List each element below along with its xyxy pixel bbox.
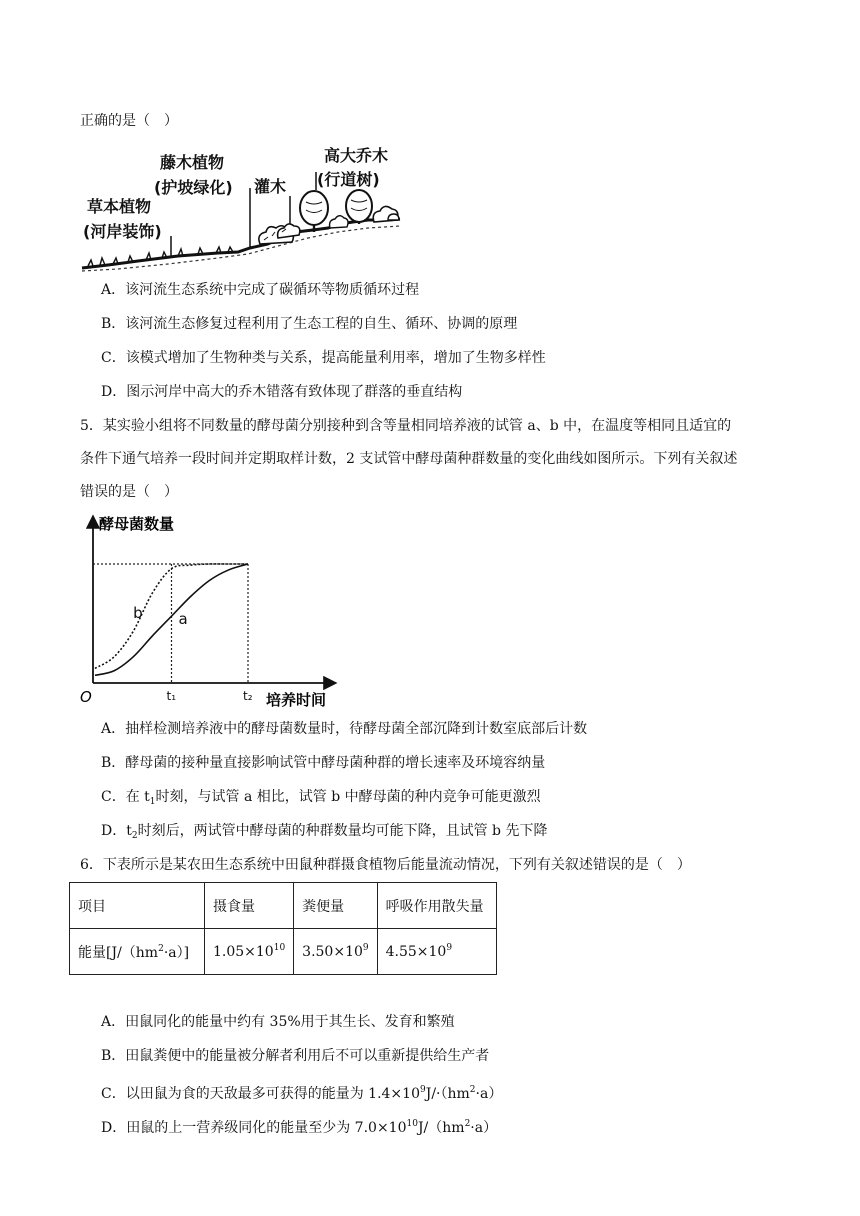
q6-option-b: B．田鼠粪便中的能量被分解者利用后不可以重新提供给生产者 bbox=[101, 1048, 490, 1064]
energy-table bbox=[69, 882, 497, 975]
table-row bbox=[70, 929, 497, 975]
series-label-a: a bbox=[178, 610, 188, 629]
q5-option-b: B．酵母菌的接种量直接影响试管中酵母菌种群的增长速率及环境容纳量 bbox=[101, 755, 546, 771]
table-cell-respiration: $4.55\times 10^9$ bbox=[377, 929, 496, 975]
y-axis-label: 酵母菌数量 bbox=[99, 515, 175, 533]
q5-option-c: C．在 $t_1$时刻，与试管 a 相比，试管 b 中酵母菌的种内竞争可能更激烈 bbox=[101, 789, 541, 807]
vine-note: (护坡绿化) bbox=[154, 178, 233, 197]
q4-option-c: C．该模式增加了生物种类与关系，提高能量利用率，增加了生物多样性 bbox=[101, 350, 546, 366]
table-header-cell: 摄食量 bbox=[205, 883, 294, 929]
growth-chart-svg bbox=[74, 512, 344, 712]
table-cell-label: 能量$[J/(hm^2\cdot a)]$ bbox=[70, 929, 205, 975]
table-cell-intake: $1.05\times 10^{10}$ bbox=[205, 929, 294, 975]
tick-label-t1: t₁ bbox=[166, 689, 177, 703]
tick-label-t2: t₂ bbox=[243, 689, 253, 703]
q5-option-a: A．抽样检测培养液中的酵母菌数量时，待酵母菌全部沉降到计数室底部后计数 bbox=[101, 721, 588, 737]
q5-option-d: D．$t_2$时刻后，两试管中酵母菌的种群数量均可能下降，且试管 b 先下降 bbox=[101, 823, 548, 841]
x-axis-label: 培养时间 bbox=[266, 691, 327, 709]
tree-label: 高大乔木 bbox=[324, 146, 389, 165]
q6-stem: 6．下表所示是某农田生态系统中田鼠种群摄食植物后能量流动情况，下列有关叙述错误的是（ ） bbox=[80, 857, 691, 873]
q5-stem-line3: 错误的是（ ） bbox=[80, 484, 178, 500]
table-header-row bbox=[70, 883, 497, 929]
q6-option-a: A．田鼠同化的能量中约有 35%用于其生长、发育和繁殖 bbox=[101, 1014, 455, 1030]
q4-stem-tail: 正确的是（ ） bbox=[80, 113, 178, 129]
q6-option-d: D．田鼠的上一营养级同化的能量至少为 $7.0\times 10^{10}J/(hm^2\cdot a)$ bbox=[101, 1119, 498, 1136]
q6-option-c: C．以田鼠为食的天敌最多可获得的能量为 $1.4\times 10^9J/\cdot(hm^2\cdot a)$ bbox=[101, 1085, 503, 1102]
q5-stem-line2: 条件下通气培养一段时间并定期取样计数，2 支试管中酵母菌种群数量的变化曲线如图所示。下列有关叙述 bbox=[80, 451, 738, 467]
herb-note: (河岸装饰) bbox=[83, 222, 162, 241]
q4-option-b: B．该河流生态修复过程利用了生态工程的自生、循环、协调的原理 bbox=[101, 316, 518, 332]
herb-label: 草本植物 bbox=[87, 197, 152, 216]
table-cell-feces: $3.50\times 10^9$ bbox=[294, 929, 377, 975]
riverbank-figure bbox=[78, 140, 408, 275]
q4-option-d: D．图示河岸中高大的乔木错落有致体现了群落的垂直结构 bbox=[101, 384, 463, 400]
table-header-cell: 粪便量 bbox=[294, 883, 377, 929]
shrub-label: 灌木 bbox=[254, 177, 287, 196]
q4-option-a: A．该河流生态系统中完成了碳循环等物质循环过程 bbox=[101, 282, 420, 298]
table-header-cell: 项目 bbox=[70, 883, 205, 929]
vine-label: 藤木植物 bbox=[160, 153, 225, 172]
yeast-growth-chart bbox=[74, 512, 344, 712]
series-label-b: b bbox=[133, 604, 143, 623]
tree-note: (行道树) bbox=[317, 170, 380, 189]
q5-stem-line1: 5．某实验小组将不同数量的酵母菌分别接种到含等量相同培养液的试管 a、b 中，在温度等相同且适宜的 bbox=[80, 418, 732, 434]
origin-label: O bbox=[80, 688, 92, 706]
table-header-cell: 呼吸作用散失量 bbox=[377, 883, 496, 929]
